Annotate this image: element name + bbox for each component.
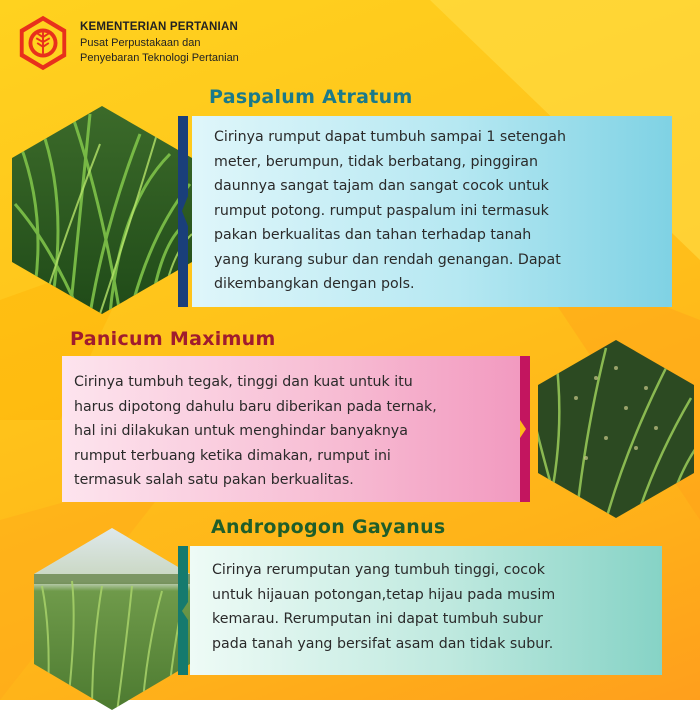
desc-line: rumput potong. rumput paspalum ini termasuk [214,202,549,219]
header [14,14,239,72]
desc-line: rumput terbuang ketika dimakan, rumput ini [74,447,391,464]
desc-line: Cirinya tumbuh tegak, tinggi dan kuat untuk itu [74,374,413,390]
paspalum-photo [10,104,194,316]
desc-line: yang kurang subur dan rendah genangan. Dapat [214,251,561,268]
desc-line: untuk hijauan potongan,tetap hijau pada musim [212,586,556,603]
ministry-logo [14,14,72,72]
desc-line: hal ini dilakukan untuk menghindar banyaknya [74,423,408,439]
bracket-shape-2 [516,356,532,502]
desc-line: pakan berkualitas dan tahan terhadap tanah [214,227,532,243]
panicum-description [62,356,520,502]
desc-line: pada tanah yang bersifat asam dan tidak subur. [212,635,554,652]
desc-line: harus dipotong dahulu baru diberikan pada ternak, [74,398,437,415]
andropogon-description [190,546,662,675]
bracket-shape-1 [178,116,192,307]
section-title-panicum: Panicum Maximum [70,328,276,350]
accent-bar-1 [178,116,188,307]
ministry-name: KEMENTERIAN PERTANIAN [80,21,238,34]
organization-name-block [80,20,239,65]
unit-name-line2: Penyebaran Teknologi Pertanian [80,51,239,64]
section-title-andropogon: Andropogon Gayanus [211,516,446,538]
desc-line: meter, berumpun, tidak berbatang, pinggiran [214,153,538,170]
desc-line: dikembangkan dengan pols. [214,276,415,292]
andropogon-photo [32,526,192,712]
desc-line: daunnya sangat tajam dan sangat cocok untuk [214,178,549,194]
unit-name-line1: Pusat Perpustakaan dan [80,36,201,49]
desc-line: Cirinya rerumputan yang tumbuh tinggi, cocok [212,562,545,578]
section-title-paspalum: Paspalum Atratum [209,86,413,108]
desc-line: kemarau. Rerumputan ini dapat tumbuh subur [212,611,543,627]
paspalum-description [192,116,672,307]
desc-line: termasuk salah satu pakan berkualitas. [74,472,354,488]
panicum-photo [536,338,696,520]
desc-line: Cirinya rumput dapat tumbuh sampai 1 setengah [214,129,566,145]
